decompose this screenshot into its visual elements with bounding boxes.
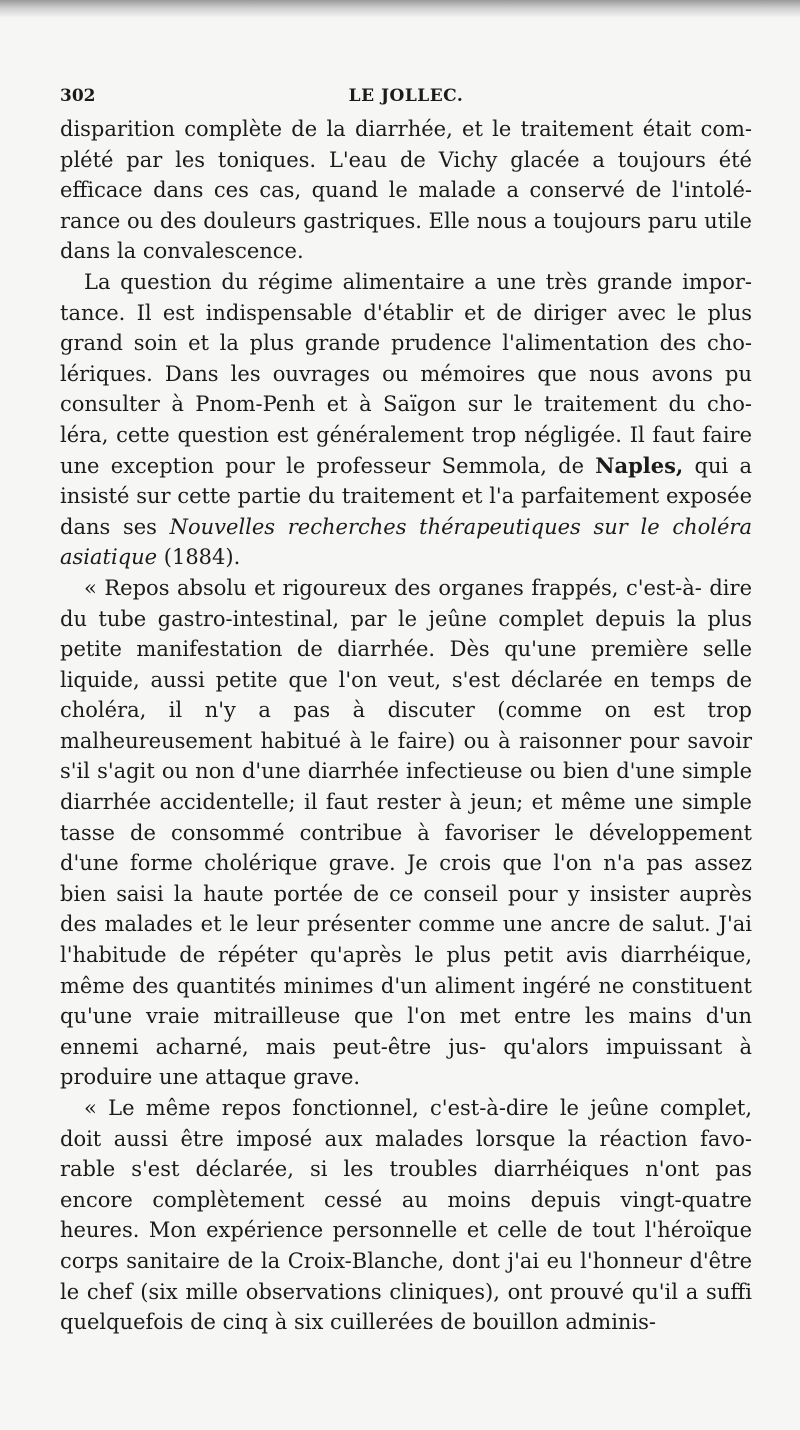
paragraph-text: disparition complète de la diarrhée, et le traitement était com- plété par les toniques. L'eau de Vichy glacée a toujours été efficace dans ces cas, quand le malade a conservé de l'intolé- rance ou des douleurs gastriques. Elle nous a toujours paru utile dans la convalescence. [60,117,752,264]
publication-year: (1884). [157,545,241,570]
paragraph-1 [60,114,752,267]
paragraph-4 [60,1093,752,1338]
paragraph-text: « Le même repos fonctionnel, c'est-à-dire le jeûne complet, doit aussi être imposé aux malades lorsque la réaction favo- rable s'est déclarée, si les troubles diarrhéiques n'ont pas encore complètement cessé au moins depuis vingt-quatre heures. Mon expérience personnelle et celle de tout l'héroïque corps sanitaire de la Croix-Blanche, dont j'ai eu l'honneur d'être le chef (six mille observations cliniques), ont prouvé qu'il a suffi quelquefois de cinq à six cuillerées de bouillon adminis- [60,1096,752,1335]
running-head [60,80,752,114]
paragraph-text: « Repos absolu et rigoureux des organes frappés, c'est-à- dire du tube gastro-intestinal, par le jeûne complet depuis la plus petite manifestation de diarrhée. Dès qu'une première selle liquide, aussi petite que l'on veut, s'est déclarée en temps de choléra, il n'y a pas à discuter (comme on est trop malheureusement habitué à le faire) ou à raisonner pour savoir s'il s'agit ou non d'une diarrhée infectieuse ou bien d'une simple diarrhée accidentelle; il faut rester à jeun; et même une simple tasse de consommé contribue à favoriser le développement d'une forme cholérique grave. Je crois que l'on n'a pas assez bien saisi la haute portée de ce conseil pour y insister auprès des malades et le leur présenter comme une ancre de salut. J'ai l'habitude de répéter qu'après le plus petit avis diarrhéique, même des quantités minimes d'un aliment ingéré ne constituent qu'une vraie mitrailleuse que l'on met entre les mains d'un ennemi acharné, mais peut-être jus- qu'alors impuissant à produire une attaque grave. [60,575,752,1090]
paragraph-text: La question du régime alimentaire a une très grande impor- tance. Il est indispensable d'établir et de diriger avec le plus grand soin et la plus grande prudence l'alimentation des cho- lériques. Dans les ouvrages ou mémoires que nous avons pu consulter à Pnom-Penh et à Saïgon sur le traitement du cho- léra, cette question est généralement trop négligée. Il faut faire une exception pour le professeur Semmola, de [60,269,752,478]
paragraph-2 [60,267,752,573]
book-title: Nouvelles recherches thérapeutiques sur le choléra asiatique [60,514,752,570]
page-top-edge [0,0,800,18]
page-number: 302 [60,86,96,106]
paragraph-3 [60,573,752,1093]
paragraph-text: qui a insisté sur cette partie du traitement et l'a parfaitement exposée dans ses [60,453,752,539]
running-title: LE JOLLEC. [348,86,464,106]
body-text [60,114,752,1338]
place-name: Naples, [595,452,684,478]
book-page [60,80,752,1338]
